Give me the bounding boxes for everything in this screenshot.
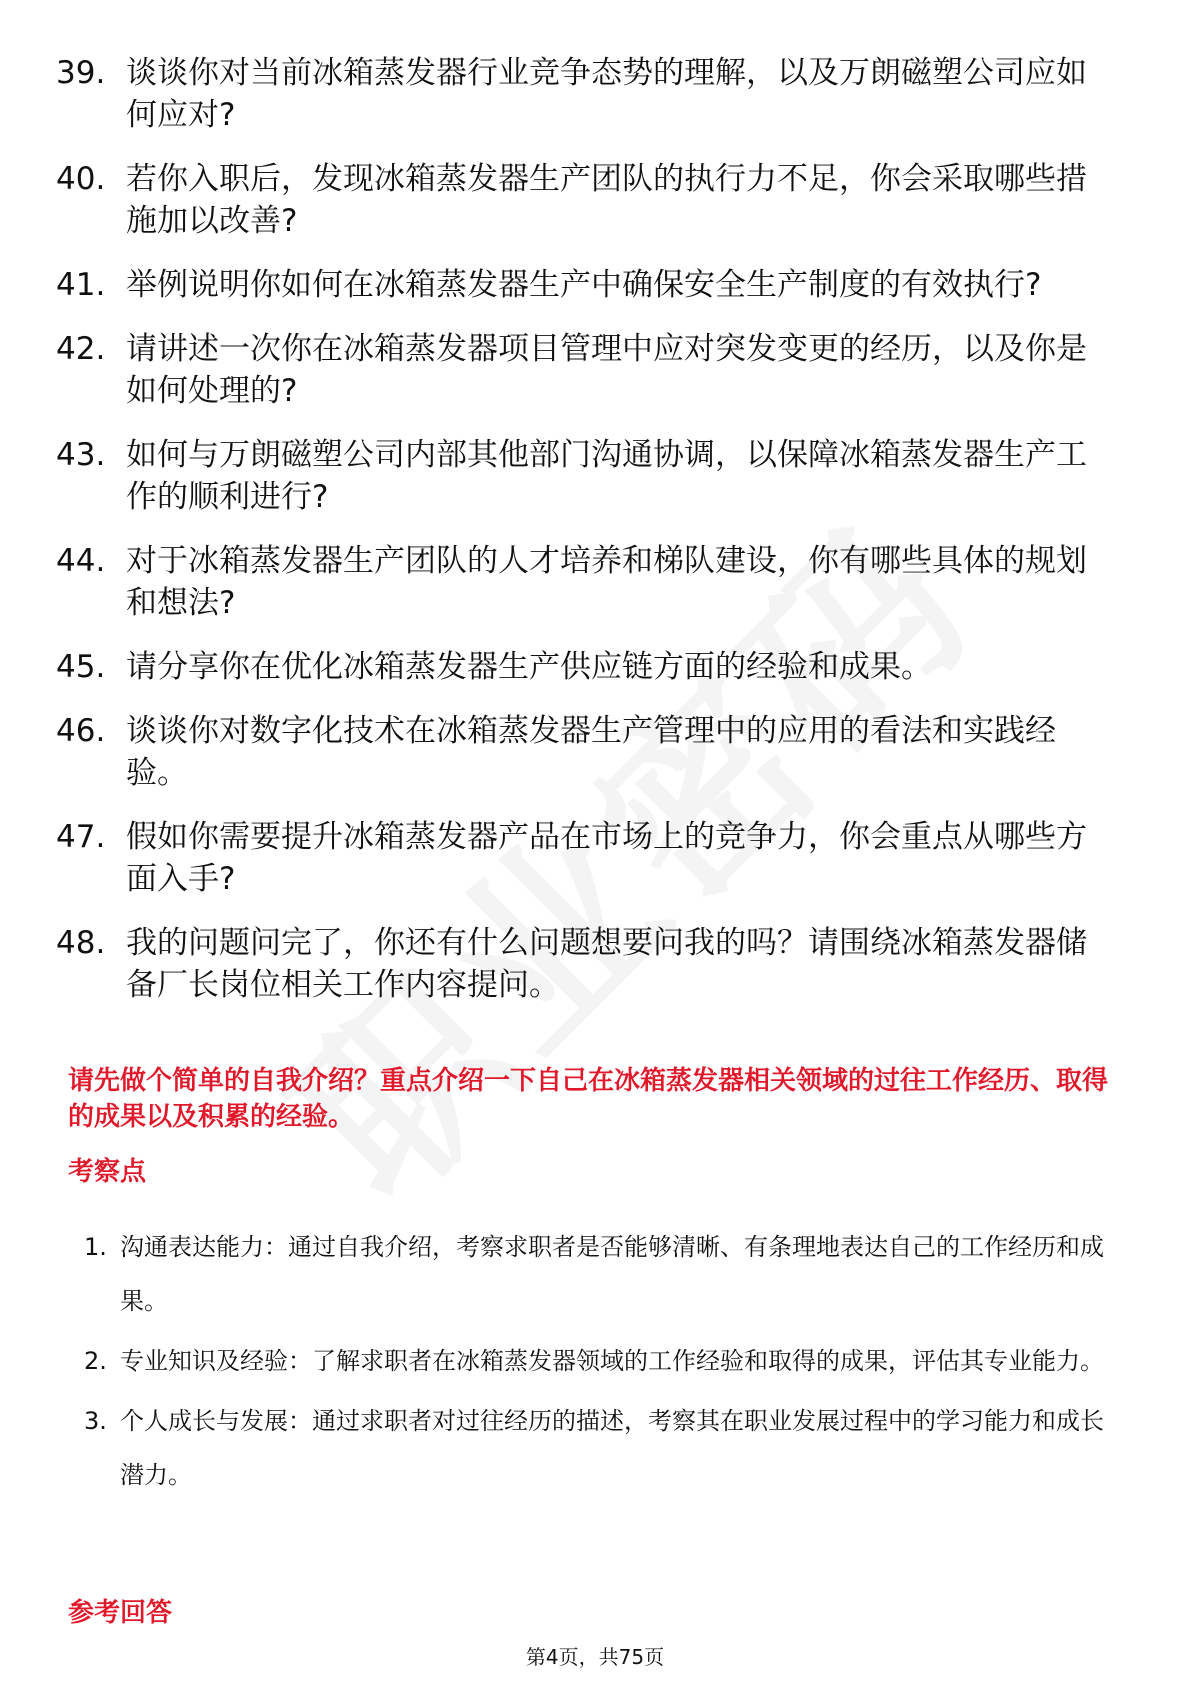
question-number: 42. (56, 331, 106, 367)
point-text: 沟通表达能力：通过自我介绍，考察求职者是否能够清晰、有条理地表达自己的工作经历和成果。 (120, 1233, 1104, 1315)
section-title-points: 考察点 (68, 1157, 147, 1187)
list-item (56, 922, 1106, 1006)
question-number: 41. (56, 267, 106, 303)
list-item (56, 816, 1106, 900)
question-number: 47. (56, 819, 106, 855)
question-text: 如何与万朗磁塑公司内部其他部门沟通协调，以保障冰箱蒸发器生产工作的顺利进行? (126, 437, 1087, 515)
question-number: 40. (56, 161, 106, 197)
question-text: 我的问题问完了，你还有什么问题想要问我的吗？请围绕冰箱蒸发器储备厂长岗位相关工作内容提问。 (126, 925, 1087, 1003)
question-text: 若你入职后，发现冰箱蒸发器生产团队的执行力不足，你会采取哪些措施加以改善? (126, 161, 1087, 239)
question-number: 39. (56, 55, 106, 91)
list-item (56, 264, 1106, 306)
list-item (84, 1220, 1114, 1328)
question-number: 48. (56, 925, 106, 961)
question-text: 请分享你在优化冰箱蒸发器生产供应链方面的经验和成果。 (126, 649, 932, 685)
question-number: 46. (56, 713, 106, 749)
point-number: 1. (84, 1233, 107, 1261)
question-text: 假如你需要提升冰箱蒸发器产品在市场上的竞争力，你会重点从哪些方面入手? (126, 819, 1087, 897)
point-text: 专业知识及经验：了解求职者在冰箱蒸发器领域的工作经验和取得的成果，评估其专业能力。 (120, 1347, 1104, 1375)
list-item (56, 710, 1106, 794)
question-number: 43. (56, 437, 106, 473)
question-text: 谈谈你对当前冰箱蒸发器行业竞争态势的理解，以及万朗磁塑公司应如何应对? (126, 55, 1087, 133)
point-text: 个人成长与发展：通过求职者对过往经历的描述，考察其在职业发展过程中的学习能力和成长潜力。 (120, 1407, 1104, 1489)
point-number: 2. (84, 1347, 107, 1375)
points-list (84, 1220, 1114, 1508)
page-footer: 第4页，共75页 (525, 1645, 665, 1669)
list-item (56, 158, 1106, 242)
question-number: 44. (56, 543, 106, 579)
point-number: 3. (84, 1407, 107, 1435)
list-item (56, 646, 1106, 688)
list-item (84, 1334, 1114, 1388)
interview-prompt: 请先做个简单的自我介绍？重点介绍一下自己在冰箱蒸发器相关领域的过往工作经历、取得的成果以及积累的经验。 (68, 1066, 1109, 1132)
question-text: 举例说明你如何在冰箱蒸发器生产中确保安全生产制度的有效执行? (126, 267, 1042, 303)
question-number: 45. (56, 649, 106, 685)
question-text: 对于冰箱蒸发器生产团队的人才培养和梯队建设，你有哪些具体的规划和想法? (126, 543, 1087, 621)
question-text: 谈谈你对数字化技术在冰箱蒸发器生产管理中的应用的看法和实践经验。 (126, 713, 1056, 791)
list-item (84, 1394, 1114, 1502)
list-item (56, 540, 1106, 624)
list-item (56, 434, 1106, 518)
question-list (56, 52, 1106, 1028)
question-text: 请讲述一次你在冰箱蒸发器项目管理中应对突发变更的经历，以及你是如何处理的? (126, 331, 1087, 409)
list-item (56, 52, 1106, 136)
list-item (56, 328, 1106, 412)
section-title-answer: 参考回答 (68, 1598, 173, 1628)
